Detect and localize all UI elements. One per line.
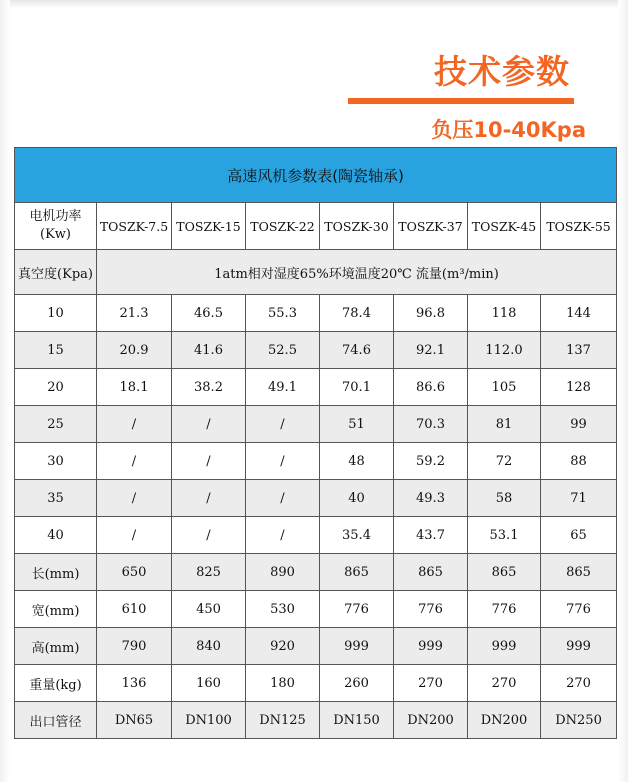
table-cell: 776 [541,591,617,628]
table-cell: / [172,480,246,517]
table-cell: / [97,480,172,517]
table-cell: 776 [394,591,468,628]
table-cell: 650 [97,554,172,591]
row-label: 35 [15,480,97,517]
pressure-subtitle: 负压10-40Kpa [431,118,586,142]
table-cell: 270 [541,665,617,702]
table-cell: 72 [468,443,541,480]
table-cell: 999 [394,628,468,665]
table-row [15,665,617,702]
model-cell: TOSZK-15 [172,203,246,250]
table-cell: 180 [246,665,320,702]
table-cell: 136 [97,665,172,702]
table-cell: 43.7 [394,517,468,554]
table-cell: 52.5 [246,332,320,369]
row-label: 25 [15,406,97,443]
table-cell: 71 [541,480,617,517]
row-label: 30 [15,443,97,480]
table-cell: 96.8 [394,295,468,332]
table-cell: / [172,406,246,443]
table-cell: 35.4 [320,517,394,554]
table-cell: 74.6 [320,332,394,369]
model-cell: TOSZK-45 [468,203,541,250]
power-label-line2: (Kw) [40,227,71,242]
table-cell: 51 [320,406,394,443]
table-cell: 81 [468,406,541,443]
table-cell: DN65 [97,702,172,739]
table-cell: 58 [468,480,541,517]
table-cell: / [97,517,172,554]
table-cell: 160 [172,665,246,702]
row-label: 20 [15,369,97,406]
table-cell: / [172,443,246,480]
table-cell: DN250 [541,702,617,739]
frame-right-shadow [618,0,628,782]
table-cell: 92.1 [394,332,468,369]
table-cell: 270 [394,665,468,702]
model-cell: TOSZK-55 [541,203,617,250]
table-cell: / [97,406,172,443]
frame-left-shadow [0,0,10,782]
table-cell: 865 [468,554,541,591]
table-cell: 49.1 [246,369,320,406]
table-cell: 49.3 [394,480,468,517]
table-cell: 865 [541,554,617,591]
table-cell: 920 [246,628,320,665]
table-cell: DN125 [246,702,320,739]
table-cell: 530 [246,591,320,628]
row-label: 10 [15,295,97,332]
title-underline [348,98,574,104]
table-row [15,443,617,480]
table-row [15,406,617,443]
row-label: 出口管径 [15,702,97,739]
table-row [15,332,617,369]
table-cell: / [246,443,320,480]
table-row [15,702,617,739]
model-row [15,203,617,250]
table-cell: 128 [541,369,617,406]
table-row [15,591,617,628]
table-cell: 999 [541,628,617,665]
table-cell: 59.2 [394,443,468,480]
table-row [15,517,617,554]
power-label-line1: 电机功率 [29,209,82,224]
table-cell: 88 [541,443,617,480]
table-cell: 790 [97,628,172,665]
model-cell: TOSZK-22 [246,203,320,250]
table-caption-row [15,148,617,203]
table-cell: 776 [468,591,541,628]
table-cell: / [172,517,246,554]
table-cell: 65 [541,517,617,554]
table-cell: 18.1 [97,369,172,406]
table-cell: 55.3 [246,295,320,332]
table-row [15,554,617,591]
vacuum-label: 真空度(Kpa) [15,250,97,295]
frame-top-shadow [0,0,628,8]
table-cell: 260 [320,665,394,702]
table-row [15,628,617,665]
table-row [15,480,617,517]
table-cell: 99 [541,406,617,443]
table-cell: 20.9 [97,332,172,369]
row-label: 15 [15,332,97,369]
table-cell: 450 [172,591,246,628]
table-row [15,369,617,406]
table-cell: 865 [394,554,468,591]
power-label-cell [15,203,97,250]
table-cell: 38.2 [172,369,246,406]
row-label: 高(mm) [15,628,97,665]
table-cell: 70.1 [320,369,394,406]
model-cell: TOSZK-7.5 [97,203,172,250]
table-cell: 86.6 [394,369,468,406]
table-cell: 144 [541,295,617,332]
table-cell: 865 [320,554,394,591]
table-cell: DN150 [320,702,394,739]
model-cell: TOSZK-37 [394,203,468,250]
table-cell: 118 [468,295,541,332]
table-cell: DN200 [394,702,468,739]
condition-text: 1atm相对湿度65%环境温度20℃ 流量(m³/min) [97,250,617,295]
table-cell: 999 [320,628,394,665]
table-cell: 137 [541,332,617,369]
parameter-table [14,147,617,739]
table-cell: 40 [320,480,394,517]
table-cell: 610 [97,591,172,628]
table-cell: 46.5 [172,295,246,332]
table-cell: 270 [468,665,541,702]
table-cell: 70.3 [394,406,468,443]
table-cell: / [246,480,320,517]
table-cell: 776 [320,591,394,628]
table-cell: 840 [172,628,246,665]
table-cell: / [246,406,320,443]
table-cell: 48 [320,443,394,480]
table-cell: 41.6 [172,332,246,369]
table-row [15,295,617,332]
table-cell: DN200 [468,702,541,739]
table-cell: / [246,517,320,554]
table-cell: / [97,443,172,480]
row-label: 重量(kg) [15,665,97,702]
table-cell: 112.0 [468,332,541,369]
table-cell: 21.3 [97,295,172,332]
table-cell: DN100 [172,702,246,739]
table-cell: 105 [468,369,541,406]
table-cell: 78.4 [320,295,394,332]
table-cell: 825 [172,554,246,591]
model-cell: TOSZK-30 [320,203,394,250]
table-caption: 高速风机参数表(陶瓷轴承) [15,148,617,203]
row-label: 宽(mm) [15,591,97,628]
page-title: 技术参数 [434,52,570,91]
condition-row [15,250,617,295]
row-label: 40 [15,517,97,554]
table-cell: 53.1 [468,517,541,554]
table-cell: 999 [468,628,541,665]
table-cell: 890 [246,554,320,591]
row-label: 长(mm) [15,554,97,591]
